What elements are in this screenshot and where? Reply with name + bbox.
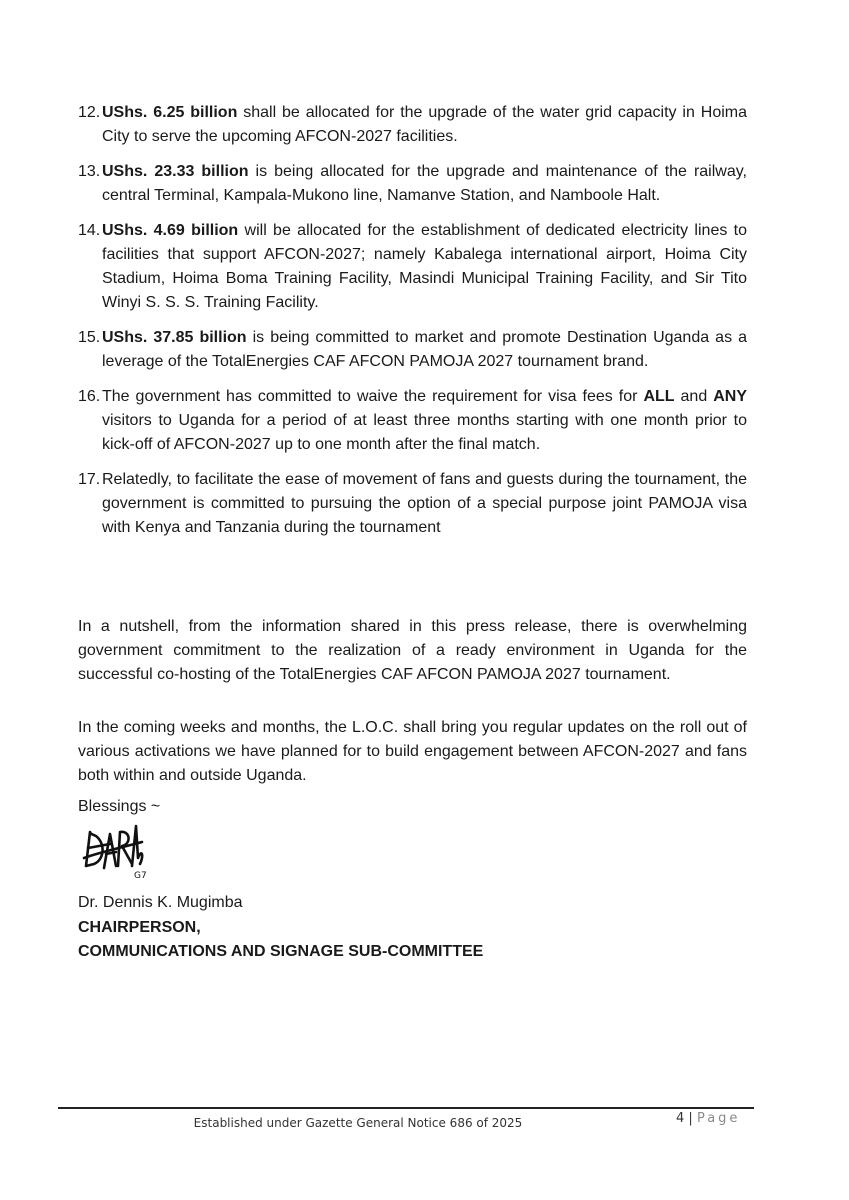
list-item-text	[102, 385, 747, 457]
text-span: is being committed to market and promote Destination Uganda as a leverage of the TotalEnergies CAF AFCON PAMOJA 2027 tournament brand.	[102, 329, 748, 370]
text-span: and	[674, 388, 714, 405]
list-item-text	[102, 160, 747, 208]
list-item-number: 12.	[78, 104, 101, 121]
list-item-text	[102, 101, 747, 149]
text-span: shall be allocated for the upgrade of the water grid capacity in Hoima City to serve the upcoming AFCON-2027 facilities.	[102, 104, 747, 145]
numbered-list	[78, 101, 747, 551]
list-item	[78, 219, 747, 315]
text-span: visitors to Uganda for a period of at least three months starting with one month prior to kick-off of AFCON-2027 up to one month after the final match.	[102, 412, 747, 453]
list-item	[78, 326, 747, 374]
list-item-number: 15.	[78, 329, 101, 346]
list-item-text	[102, 468, 747, 540]
list-item	[78, 385, 747, 457]
footer-text: Established under Gazette General Notice 686 of 2025	[193, 1116, 523, 1130]
page-number-value: 4	[676, 1111, 685, 1126]
signatory-title-line-1: CHAIRPERSON,	[78, 919, 201, 936]
footer-rule	[58, 1107, 754, 1109]
list-item-number: 17.	[78, 471, 101, 488]
blessings-line: Blessings ~	[78, 798, 161, 815]
signatory-name: Dr. Dennis K. Mugimba	[78, 894, 243, 911]
text-span: Relatedly, to facilitate the ease of movement of fans and guests during the tournament, the government is committed to pursuing the option of a special purpose joint PAMOJA visa with Kenya and Tanzania during the tournament	[102, 471, 747, 536]
bold-text: UShs. 37.85 billion	[102, 329, 247, 346]
list-item-number: 14.	[78, 222, 101, 239]
list-item-text	[102, 219, 747, 315]
list-item	[78, 468, 747, 540]
bold-text: UShs. 23.33 billion	[102, 163, 249, 180]
list-item	[78, 160, 747, 208]
signature-initials: G7	[134, 871, 147, 880]
bold-text: UShs. 4.69 billion	[102, 222, 239, 239]
list-item	[78, 101, 747, 149]
bold-text: ANY	[713, 388, 748, 405]
list-item-number: 16.	[78, 388, 101, 405]
list-item-number: 13.	[78, 163, 101, 180]
bold-text: ALL	[643, 388, 675, 405]
closing-paragraph-1: In a nutshell, from the information shared in this press release, there is overwhelming government commitment to the realization of a ready environment in Uganda for the successful co-hosting of the TotalEnergies CAF AFCON PAMOJA 2027 tournament.	[78, 618, 747, 683]
page-label: Page	[696, 1111, 741, 1126]
closing-paragraph-2: In the coming weeks and months, the L.O.C. shall bring you regular updates on the roll out of various activations we have planned for to build engagement between AFCON-2027 and fans both within and outside Uganda.	[78, 719, 747, 784]
list-item-text	[102, 326, 747, 374]
text-span: The government has committed to waive the requirement for visa fees for	[102, 388, 644, 405]
bold-text: UShs. 6.25 billion	[102, 104, 238, 121]
signatory-title-line-2: COMMUNICATIONS AND SIGNAGE SUB-COMMITTEE	[78, 943, 484, 960]
handwritten-signature	[80, 818, 150, 880]
page-number-separator: |	[688, 1111, 693, 1126]
text-span: will be allocated for the establishment of dedicated electricity lines to facilities that support AFCON-2027; namely Kabalega international airport, Hoima City Stadium, Hoima Boma Training Facility, Masindi Municipal Training Facility, and Sir Tito Winyi S. S. S. Training Facility.	[102, 222, 747, 311]
page-number	[676, 1111, 740, 1126]
text-span: is being allocated for the upgrade and maintenance of the railway, central Terminal, Kampala-Mukono line, Namanve Station, and Namboole Halt.	[102, 163, 747, 204]
